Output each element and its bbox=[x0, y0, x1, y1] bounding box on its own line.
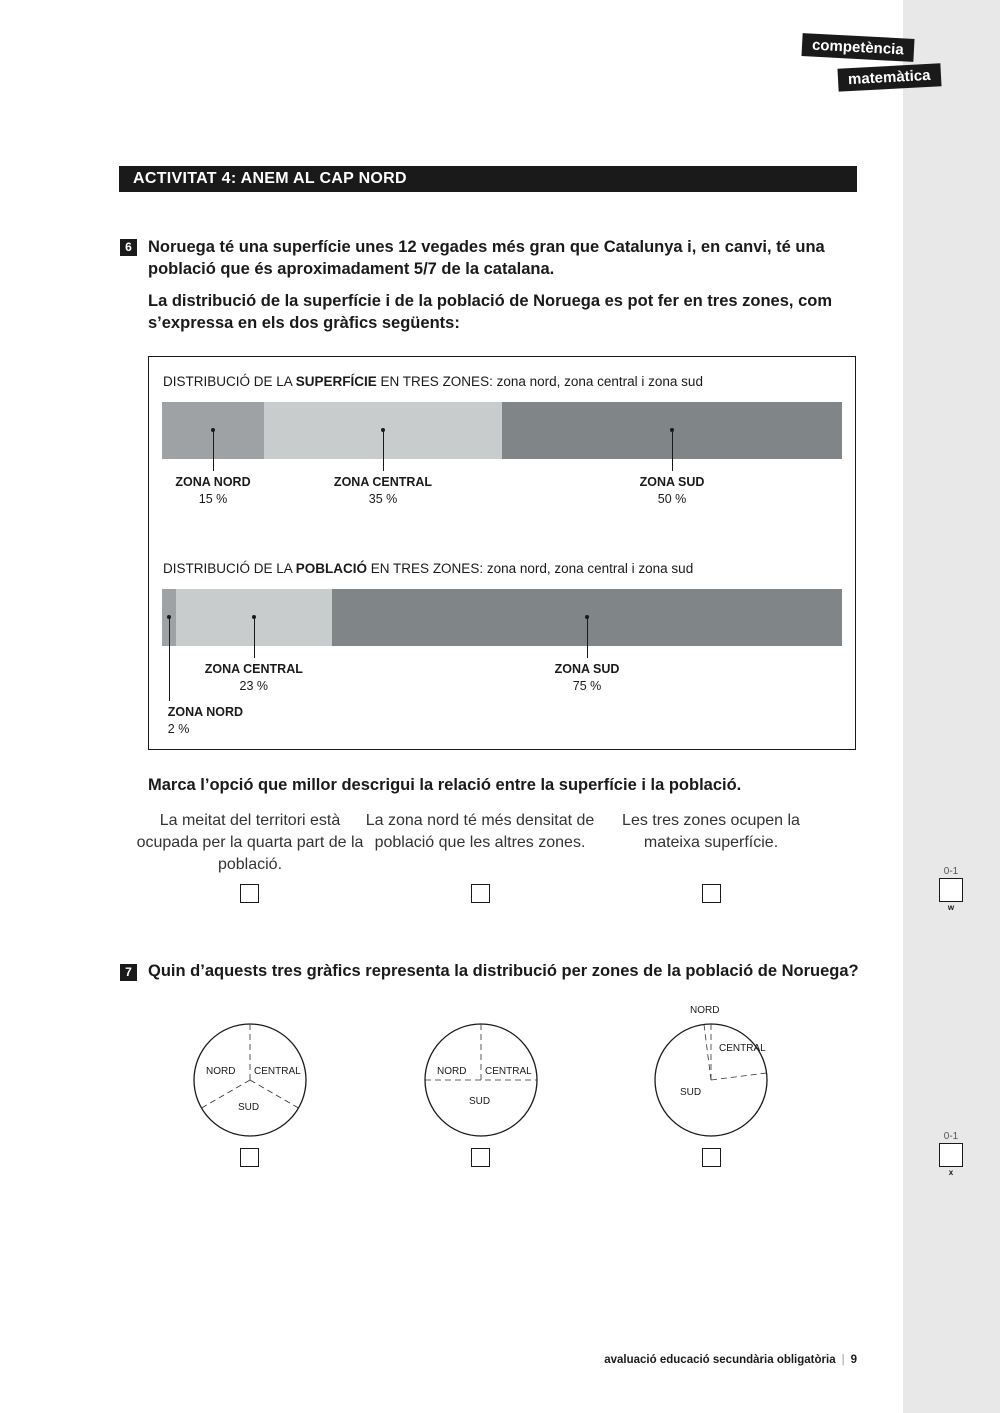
segment-leader-line bbox=[383, 430, 384, 471]
question-6-intro: Noruega té una superfície unes 12 vegades més gran que Catalunya i, en canvi, té una població que és aproximadament 5/7 de la catalana. bbox=[148, 238, 825, 278]
zone-percentage: 2 % bbox=[167, 722, 190, 736]
zone-percentage: 75 % bbox=[572, 679, 602, 693]
population-chart-title: DISTRIBUCIÓ DE LA POBLACIÓ EN TRES ZONES: zona nord, zona central i zona sud bbox=[163, 561, 694, 576]
zone-percentage: 35 % bbox=[368, 492, 398, 506]
zone-label-zona-central bbox=[205, 661, 303, 695]
activity-title: ACTIVITAT 4: ANEM AL CAP NORD bbox=[119, 166, 857, 192]
footer-text: avaluació educació secundària obligatòria bbox=[604, 1354, 836, 1366]
pie2-label-central: CENTRAL bbox=[485, 1066, 532, 1077]
segment-leader-line bbox=[672, 430, 673, 471]
pie-option-1-checkbox[interactable] bbox=[240, 1148, 259, 1167]
option-2-checkbox[interactable] bbox=[471, 884, 490, 903]
zone-label-zona-nord bbox=[168, 704, 243, 738]
pie1-label-nord: NORD bbox=[206, 1066, 236, 1077]
segment-leader-line bbox=[587, 617, 588, 658]
zone-percentage: 15 % bbox=[198, 492, 228, 506]
pie2-label-nord: NORD bbox=[437, 1066, 467, 1077]
page-number: 9 bbox=[850, 1354, 857, 1366]
zone-name: ZONA NORD bbox=[167, 705, 244, 719]
right-margin-panel bbox=[903, 0, 1000, 1413]
pie-chart-option-1 bbox=[190, 1020, 310, 1140]
question-6-number: 6 bbox=[120, 239, 137, 256]
zone-label-zona-sud bbox=[640, 474, 705, 508]
zone-percentage: 23 % bbox=[239, 679, 269, 693]
option-1-text: La meitat del territori està ocupada per la quarta part de la població. bbox=[136, 812, 364, 873]
option-1-checkbox[interactable] bbox=[240, 884, 259, 903]
zone-name: ZONA NORD bbox=[175, 475, 251, 489]
zone-label-zona-sud bbox=[555, 661, 620, 695]
zone-name: ZONA SUD bbox=[554, 662, 620, 676]
pie3-label-central: CENTRAL bbox=[719, 1043, 766, 1054]
score-range: 0-1 bbox=[943, 1131, 959, 1142]
pie-chart-option-2 bbox=[421, 1020, 541, 1140]
option-3-checkbox[interactable] bbox=[702, 884, 721, 903]
subject-badge-line2: matemàtica bbox=[837, 63, 941, 91]
page-footer: avaluació educació secundària obligatòria | 9 bbox=[604, 1354, 857, 1366]
score-input[interactable] bbox=[939, 1143, 963, 1167]
score-code: w bbox=[947, 903, 955, 912]
zone-name: ZONA CENTRAL bbox=[204, 662, 303, 676]
zone-name: ZONA SUD bbox=[639, 475, 705, 489]
segment-leader-line bbox=[213, 430, 214, 471]
zone-label-zona-nord bbox=[175, 474, 250, 508]
pie1-label-sud: SUD bbox=[238, 1102, 260, 1113]
score-box-w bbox=[938, 866, 964, 912]
distribution-charts-box bbox=[148, 356, 856, 750]
score-box-x bbox=[938, 1131, 964, 1177]
pie3-label-sud: SUD bbox=[680, 1087, 702, 1098]
option-3-text: Les tres zones ocupen la mateixa superfície. bbox=[622, 812, 800, 851]
pie1-label-central: CENTRAL bbox=[254, 1066, 301, 1077]
question-6-prompt: Marca l’opció que millor descrigui la relació entre la superfície i la població. bbox=[148, 776, 742, 794]
option-2-text: La zona nord té més densitat de població que les altres zones. bbox=[365, 812, 595, 851]
zone-percentage: 50 % bbox=[657, 492, 687, 506]
pie-option-3-checkbox[interactable] bbox=[702, 1148, 721, 1167]
score-input[interactable] bbox=[939, 878, 963, 902]
score-code: x bbox=[948, 1168, 954, 1177]
segment-leader-line bbox=[169, 617, 170, 701]
pie-chart-option-3 bbox=[651, 1000, 781, 1140]
pie3-label-nord: NORD bbox=[690, 1005, 720, 1016]
surface-bar bbox=[162, 402, 842, 459]
zone-label-zona-central bbox=[334, 474, 432, 508]
surface-chart-title: DISTRIBUCIÓ DE LA SUPERFÍCIE EN TRES ZONES: zona nord, zona central i zona sud bbox=[163, 374, 703, 389]
pie2-label-sud: SUD bbox=[469, 1096, 491, 1107]
score-range: 0-1 bbox=[943, 866, 959, 877]
question-6-intro2: La distribució de la superfície i de la població de Noruega es pot fer en tres zones, com s’expressa en els dos gràfics següents: bbox=[148, 292, 833, 332]
subject-badge-line1: competència bbox=[801, 33, 914, 62]
question-7-text: Quin d’aquests tres gràfics representa la distribució per zones de la població de Noruega? bbox=[148, 962, 859, 980]
zone-name: ZONA CENTRAL bbox=[333, 475, 433, 489]
question-7-number: 7 bbox=[120, 964, 137, 981]
segment-leader-line bbox=[254, 617, 255, 658]
pie-option-2-checkbox[interactable] bbox=[471, 1148, 490, 1167]
population-bar bbox=[162, 589, 842, 646]
